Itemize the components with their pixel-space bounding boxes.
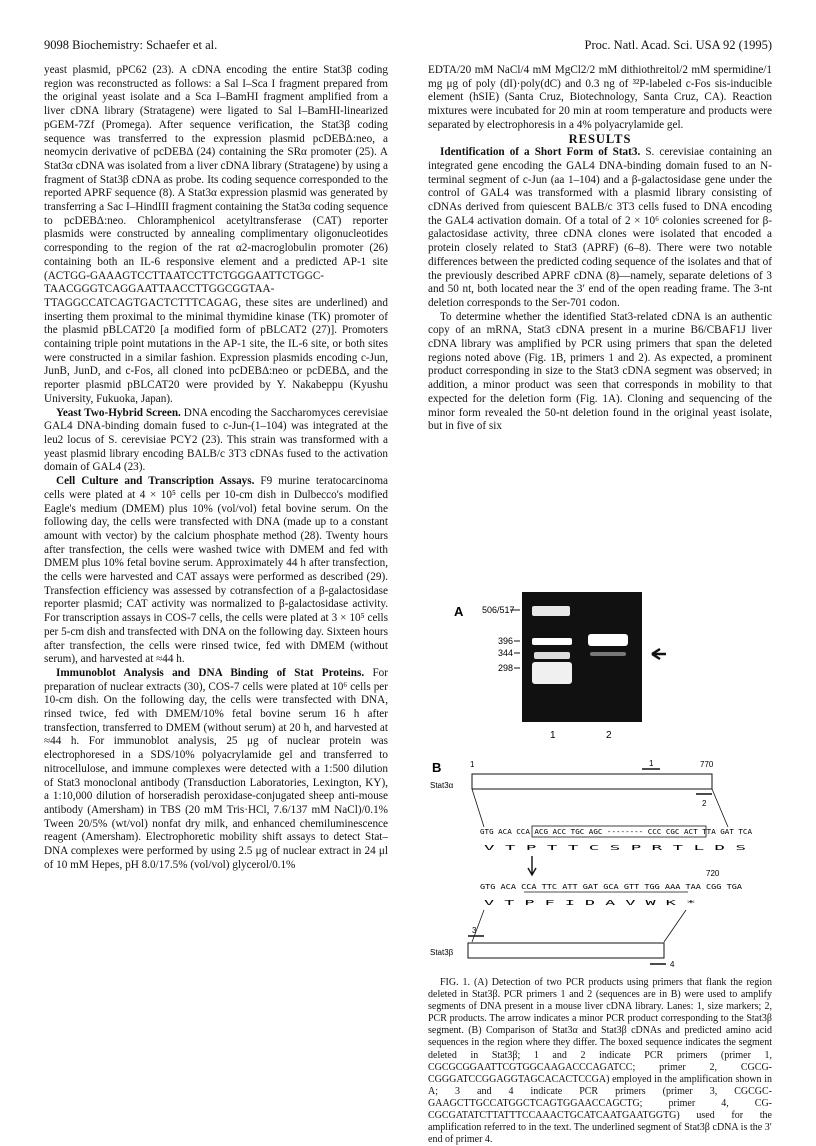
caption-text: FIG. 1. (A) Detection of two PCR products using primers that flank the region deleted in Stat3β. PCR primers 1 and 2 (sequences are in B) were used to amplify segments of DNA present in a mouse liver cDNA library. Lanes: 1, size markers; 2, PCR products. The arrow indicates a minor PCR product corresponding to the Stat3β segment. (B) Comparison of Stat3α and Stat3β cDNAs and predicted amino acid sequences in the region where they differ. The boxed sequence indicates the segment deleted in Stat3β; 1 and 2 indicate PCR primers (primer 1, CGCGCGGAATTCGTGGCAAGACCCAGATCC; primer 2, CGCG-CGGGATCCGGAGGTAGCACACTCCGA) employed in the amplification shown in A; 3 and 4 indicate PCR primers (primer 3, CGCGC-GAAGCTTGCCATGGCTCAGTGGAACCAGCTG; primer 4, CG-CGCGATATCTTATTTCCAAACTGCATCAATGAATGGTG) used for the amplification referred to in the text. The underlined segment of Stat3β cDNA is the 3′ end of primer 4.	[428, 977, 772, 1146]
stat3b-amino-acid-sequence: V T P F I D A V W K *	[484, 899, 697, 907]
paragraph-cell-culture	[44, 475, 388, 667]
section-title-results: RESULTS	[568, 131, 632, 146]
marker-506-517: 506/517	[482, 605, 515, 615]
gel-band-lane2-minor	[590, 652, 626, 656]
gel-band-lane1-344	[534, 652, 570, 659]
heading-identification: Identification of a Short Form of Stat3.	[440, 146, 641, 159]
stat3a-label: Stat3α	[430, 781, 454, 790]
gel-band-lane1-396	[532, 638, 572, 645]
paragraph-identification	[428, 146, 772, 310]
primer-2-label: 2	[702, 799, 707, 808]
heading-yeast-screen: Yeast Two-Hybrid Screen.	[56, 406, 181, 419]
minor-product-arrow-icon	[652, 649, 666, 659]
gel-band-lane2-major	[588, 634, 628, 646]
heading-immunoblot: Immunoblot Analysis and DNA Binding of Stat Proteins.	[56, 666, 365, 679]
panel-a-label: A	[454, 604, 464, 619]
gel-band-lane1-298	[532, 662, 572, 684]
stat3a-nucleotide-sequence: GTG ACA CCA ACG ACC TGC AGC -------- CCC CGC ACT TTA GAT TCA	[480, 828, 753, 836]
primer-3-label: 3	[472, 926, 477, 935]
primer-1-label: 1	[649, 759, 654, 768]
stat3b-nucleotide-sequence: GTG ACA CCA TTC ATT GAT GCA GTT TGG AAA TAA CGG TGA	[480, 883, 743, 891]
text-cell-culture: F9 murine teratocarcinoma cells were plated at 4 × 10⁵ cells per 10-cm dish in Dulbecco's modified Eagle's medium (DMEM) plus 10% (vol/vol) fetal bovine serum. On the following day, the cells were transfected with DNA (made up to a constant amount with vector) by the calcium phosphate method (28). Twenty hours after transfection, the cells were washed twice with DMEM and fed with DMEM plus 10% fetal bovine serum. Approximately 44 h after transfection, the cells were harvested and CAT assays were performed as described (29). Transfection efficiency was assessed by cotransfection of a β-galactosidase reporter plasmid; CAT activity was normalized to β-galactosidase activity. For transcription assays in COS-7 cells, the cells were plated at 3 × 10⁵ cells per 5-cm dish and transfected with DNA on the following day. Sixteen hours after transfection, the cells were rinsed twice, fed with DMEM (without serum), and harvested at ≈44 h.	[44, 475, 388, 666]
gel-band-lane1-top	[532, 606, 570, 616]
stat3b-label: Stat3β	[430, 948, 454, 957]
deletion-arrow-icon	[528, 856, 536, 875]
paragraph-pcr-verification: To determine whether the identified Stat3-related cDNA is an authentic copy of an mRNA, Stat3 cDNA present in a murine B6/CBAF1J liver cDNA library was amplified by PCR using primers that span the deleted regions noted above (Fig. 1B, primers 1 and 2). As expected, a prominent product corresponding in size to the Stat3 cDNA segment was observed; in addition, a minor product was seen that corresponds in mobility to that expected for the deletion form (Fig. 1A). Cloning and sequencing of the minor form revealed the 50-nt deletion found in the original yeast isolate, but in five of six	[428, 310, 772, 433]
panel-b-label: B	[432, 760, 442, 775]
marker-298: 298	[498, 663, 514, 673]
paragraph-emsa-continued: EDTA/20 mM NaCl/4 mM MgCl2/2 mM dithiothreitol/2 mM spermidine/1 mg μg of poly (dI)·poly(dC) and 0.3 ng of ³²P-labeled c-Fos sis-inducible element (hSIE) (Santa Cruz, Biotechnology, Santa Cruz, CA). Reaction mixtures were incubated for 20 min at room temperature and products were separated by electrophoresis in a 4% polyacrylamide gel.	[428, 64, 772, 131]
right-column	[428, 64, 772, 434]
stat3a-cdna-bar	[472, 774, 712, 789]
running-header-right: Proc. Natl. Acad. Sci. USA 92 (1995)	[584, 38, 772, 52]
lane-label-2: 2	[606, 730, 612, 741]
heading-cell-culture: Cell Culture and Transcription Assays.	[56, 475, 255, 488]
figure-1-caption	[428, 977, 772, 1146]
running-header-left: 9098 Biochemistry: Schaefer et al.	[44, 38, 218, 52]
text-immunoblot: For preparation of nuclear extracts (30), COS-7 cells were plated at 10⁶ cells per 10-cm dish. On the following day, the cells were transfected with DNA, rinsed twice, fed with DMEM/10% fetal bovine serum 16 h after transfection, transferred to DMEM (without serum) at 20 h, and harvested at ≈44 h. For immunoblot analysis, 25 μg of nuclear protein was electrophoresed in a SDS/10% polyacrylamide gel and transferred to nitrocellulose, and immune complexes were detected with a 1:500 dilution of Stat3 monoclonal antibody (Transduction Laboratories, Lexington, KY), a 1:10,000 dilution of horseradish peroxidase-conjugated sheep anti-mouse antibody (Amersham) in TBS (20 mM Tris·HCl, 7.6/137 mM NaCl)/0.1% Tween 20/5% (wt/vol) nonfat dry milk, and enhanced chemiluminescence reagent (Amersham). Electrophoretic mobility shift assays to detect Stat–DNA complexes were performed by using 2.5 μg of nuclear extract in 24 μl of 10 mM Hepes, pH 8.0/17.5% (vol/vol) glycerol/0.1%	[44, 666, 388, 871]
position-770: 770	[700, 760, 714, 769]
paragraph-methods-plasmids: yeast plasmid, pPC62 (23). A cDNA encoding the entire Stat3β coding region was reconstructed as follows: a Sal I–Sca I fragment prepared from the original yeast isolate and a Sca I–BamHI fragment amplified from a liver cDNA library (Stratagene) were ligated to Sal I–BamHI-linearized pGEM-7Zf (Promega). After sequence verification, the Stat3β coding sequence was transferred to the expression plasmid pcDEBΔ:neo, a neomycin derivative of pcDEBΔ (24) containing the SRα promoter (25). A Stat3α cDNA was isolated from a liver cDNA library (Stratagene) by using a fragment of Stat3β cDNA as probe. Its coding sequence corresponded to the reported APRF sequence (8). A Stat3α expression plasmid was generated by transferring a Sac I–HindIII fragment containing the Stat3α coding sequence to pcDEBΔ:neo. Chloramphenicol acetyltransferase (CAT) reporter plasmids were constructed by annealing complimentary oligonucleotides corresponding to the region of the rat α2-macroglobulin promoter (26) containing both an IL-6 responsive element and a predicted AP-1 site (ACTGG-GAAAGTCCTTAATCCTTCTGGGAATTCTGGC-TAACGGGTCAGGAATTAACCTTGGCGGTAA-TTAGGCCATCAGTGACTCTTTCAGAG, these sites are underlined) and inserting them proximal to the minimal thymidine kinase (TK) promoter of the plasmid pBLCAT20 [a modified form of pBLCAT2 (27)]. Promoters containing triple point mutations in the AP-1 site, the IL-6 site, or both sites were constructed in a similar fashion. Expression plasmids encoding c-Jun, JunB, JunD, and c-Fos, all cloned into pcDEBΔ:neo or pcDEBΔ, and the reporter plasmid pBLCAT20 were provided by Y. Nakabeppu (Kyushu University, Fukuoka, Japan).	[44, 64, 388, 405]
marker-344: 344	[498, 648, 514, 658]
stat3a-amino-acid-sequence: V T P T T C S P R T L D S	[484, 844, 747, 852]
lane-label-1: 1	[550, 730, 556, 741]
figure-1	[428, 592, 772, 978]
paragraph-immunoblot	[44, 667, 388, 873]
left-column	[44, 64, 388, 872]
text-yeast-screen: DNA encoding the Saccharomyces cerevisiae GAL4 DNA-binding domain fused to c-Jun-(1–104) was integrated at the leu2 locus of S. cerevisiae PCY2 (23). This strain was transformed with a yeast plasmid library encoding BALB/c 3T3 cDNAs fused to the activation domain of GAL4 (23).	[44, 406, 388, 474]
text-identification: S. cerevisiae containing an integrated gene encoding the GAL4 DNA-binding domain fused to an N-terminal segment of c-Jun (aa 1–104) and a β-galactosidase gene under the control of GAL4 was transformed with a plasmid library consisting of cDNAs derived from quiescent BALB/c 3T3 cells fused to DNA encoding the GAL4 activation domain. Of a total of 2 × 10⁶ colonies screened for β-galactosidase activity, three cDNA clones were isolated that encoded a protein closely related to Stat3 (APRF) (6–8). There were two notable differences between the predicted coding sequence of the isolates and that of the previously described APRF cDNA (8)—namely, separate deletions of 3 and 50 nt, both located near the 3′ end of the open reading frame. The 3-nt deletion corresponds to the Ser-701 codon.	[428, 146, 772, 309]
position-720: 720	[706, 869, 720, 878]
stat3b-cdna-bar	[468, 943, 664, 958]
primer-4-label: 4	[670, 960, 675, 969]
paragraph-yeast-screen	[44, 407, 388, 476]
position-1: 1	[470, 760, 475, 769]
marker-396: 396	[498, 636, 514, 646]
